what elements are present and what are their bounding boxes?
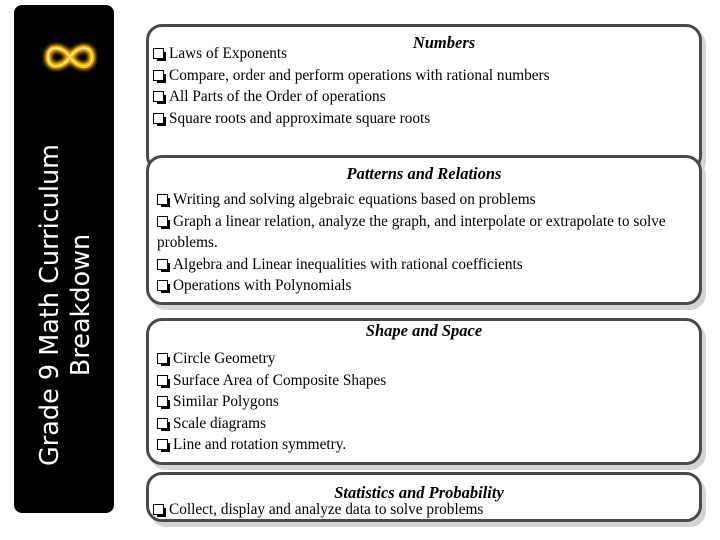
sidebar-title-line1: Grade 9 Math Curriculum (35, 144, 65, 466)
patterns-section (146, 155, 702, 305)
checkbox-bullet-icon (157, 280, 168, 291)
numbers-section (146, 24, 702, 172)
sidebar-title (35, 144, 97, 466)
checkbox-bullet-icon (157, 375, 168, 386)
stats-section (146, 472, 702, 522)
checkbox-bullet-icon (153, 91, 164, 102)
checkbox-bullet-icon (157, 439, 168, 450)
sidebar-title-line2: Breakdown (66, 233, 96, 377)
shape-list (157, 348, 691, 456)
list-item: Graph a linear relation, analyze the graph, and interpolate or extrapolate to solve problems. (157, 212, 666, 251)
checkbox-bullet-icon (157, 259, 168, 270)
list-item: Circle Geometry (157, 348, 691, 370)
list-item: Laws of Exponents (153, 43, 695, 65)
list-item: Similar Polygons (157, 391, 691, 413)
list-item: Algebra and Linear inequalities with rational coefficients (157, 254, 691, 276)
list-item: Operations with Polynomials (157, 275, 691, 297)
checkbox-bullet-icon (153, 48, 164, 59)
checkbox-bullet-icon (157, 418, 168, 429)
checkbox-bullet-icon (153, 113, 164, 124)
infinity-icon (38, 29, 102, 85)
list-item: Compare, order and perform operations with rational numbers (153, 65, 695, 87)
checkbox-bullet-icon (153, 504, 164, 515)
checkbox-bullet-icon (153, 70, 164, 81)
checkbox-bullet-icon (157, 216, 168, 227)
checkbox-bullet-icon (157, 396, 168, 407)
list-item: Scale diagrams (157, 413, 691, 435)
shape-title: Shape and Space (365, 321, 483, 340)
list-item: Line and rotation symmetry. (157, 434, 691, 456)
list-item: Square roots and approximate square roots (153, 108, 695, 130)
patterns-title: Patterns and Relations (346, 164, 502, 183)
patterns-list (157, 189, 691, 297)
checkbox-bullet-icon (157, 353, 168, 364)
list-item: Writing and solving algebraic equations based on problems (157, 189, 691, 211)
sidebar-panel (14, 5, 114, 513)
list-item: Collect, display and analyze data to solve problems (153, 499, 695, 521)
numbers-list (153, 43, 695, 129)
numbers-title: Numbers (412, 33, 476, 52)
shape-section (146, 318, 702, 465)
list-item: All Parts of the Order of operations (153, 86, 695, 108)
checkbox-bullet-icon (157, 194, 168, 205)
list-item: Surface Area of Composite Shapes (157, 370, 691, 392)
stats-title: Statistics and Probability (334, 483, 504, 502)
